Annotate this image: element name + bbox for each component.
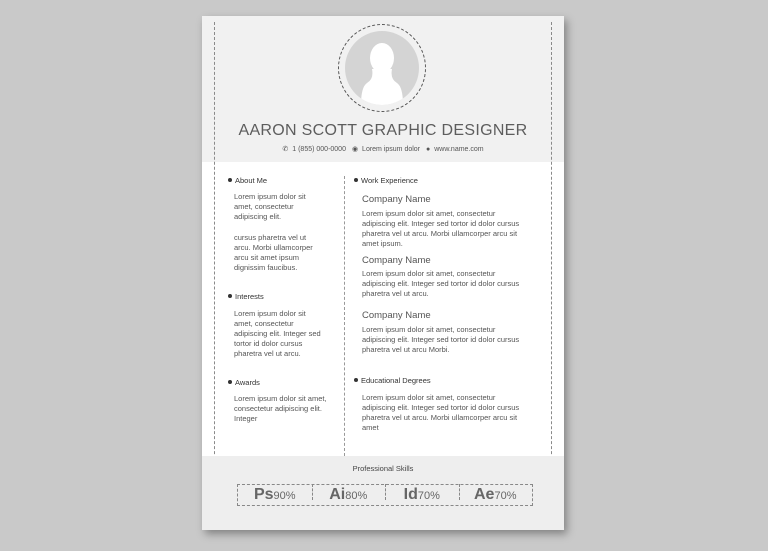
resume-header [202,16,564,162]
column-divider [344,176,345,456]
company-name: Company Name [362,255,431,266]
interests-heading: Interests [228,292,264,301]
about-text-1: Lorem ipsum dolor sit amet, consectetur adipiscing elit. [234,192,306,221]
globe-icon: ● [425,146,431,153]
skill-percent: 90% [273,490,296,502]
resume-name-title: AARON SCOTT GRAPHIC DESIGNER [238,122,528,139]
skill-abbr: Id [403,486,418,503]
skill-item [312,486,386,504]
skill-item [238,486,312,504]
resume-page [202,16,564,530]
skills-heading: Professional Skills [352,464,414,473]
awards-text: Lorem ipsum dolor sit amet, consectetur adipiscing elit. Integer [234,394,327,423]
education-text: Lorem ipsum dolor sit amet, consectetur adipiscing elit. Integer sed tortor id dolor cursus pharetra vel ut arcu. Morbi ullamcorper arcu sit amet [362,393,520,432]
job-description: Lorem ipsum dolor sit amet, consectetur adipiscing elit. Integer sed tortor id dolor cursus pharetra vel ut arcu. [362,269,520,298]
education-heading: Educational Degrees [354,376,431,385]
skills-list [237,484,533,506]
person-silhouette-icon [345,31,419,105]
interests-text: Lorem ipsum dolor sit amet, consectetur adipiscing elit. Integer sed tortor id dolor cursus pharetra vel ut arcu. [234,309,321,358]
bullet-icon [354,178,358,182]
skill-percent: 70% [417,490,440,502]
bullet-icon [354,378,358,382]
job-description: Lorem ipsum dolor sit amet, consectetur adipiscing elit. Integer sed tortor id dolor cursus pharetra vel ut arcu Morbi. [362,325,520,354]
bullet-icon [228,380,232,384]
skill-percent: 70% [494,490,517,502]
skills-footer [202,456,564,530]
bullet-icon [228,294,232,298]
bullet-icon [228,178,232,182]
skill-percent: 80% [345,490,368,502]
company-name: Company Name [362,194,431,205]
job-description: Lorem ipsum dolor sit amet, consectetur adipiscing elit. Integer sed tortor id dolor cursus pharetra vel ut arcu. Morbi ullamcorper arcu sit amet ipsum. [362,209,520,248]
contact-line [202,145,564,153]
left-border-dashes [214,22,215,524]
skill-abbr: Ae [474,486,495,503]
address-text: Lorem ipsum dolor [362,146,421,153]
phone-text: 1 (855) 000-0000 [292,146,346,153]
location-pin-icon: ◉ [351,146,359,153]
skill-item [385,486,459,504]
website-text: www.name.com [434,146,484,153]
awards-heading: Awards [228,378,260,387]
profile-photo-frame [338,24,426,112]
phone-icon: ✆ [282,146,289,153]
skill-abbr: Ps [253,486,274,503]
right-border-dashes [551,22,552,524]
about-text-2: cursus pharetra vel ut arcu. Morbi ullamcorper arcu sit amet ipsum dignissim faucibus. [234,233,313,272]
skill-item [459,486,533,504]
skill-abbr: Ai [329,486,346,503]
work-heading: Work Experience [354,176,418,185]
company-name: Company Name [362,310,431,321]
avatar [345,31,419,105]
about-heading: About Me [228,176,267,185]
